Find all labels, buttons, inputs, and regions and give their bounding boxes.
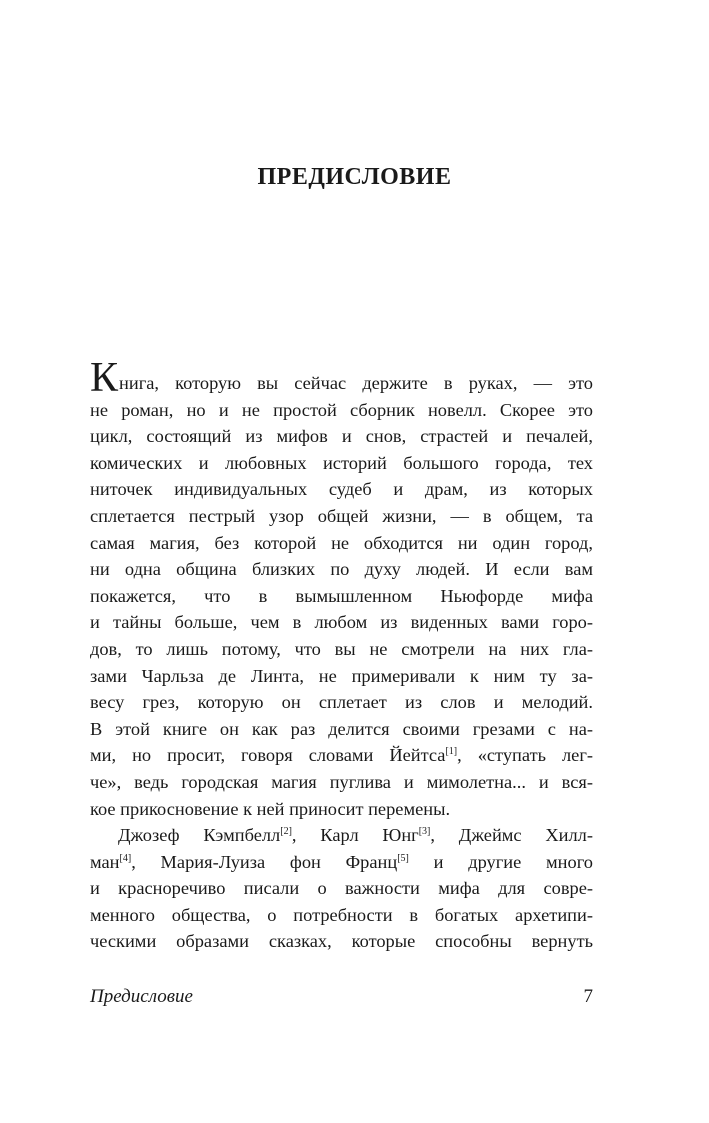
footnote-ref[interactable]: [4] [119, 852, 132, 864]
footnote-ref[interactable]: [2] [280, 826, 292, 838]
text-line: Джозеф Кэмпбелл[2], Карл Юнг[3], Джеймс Хилл- [118, 825, 593, 846]
text-line: не роман, но и не простой сборник новелл. Скорее это [90, 399, 593, 420]
text-line: и тайны больше, чем в любом из виденных вами горо- [90, 612, 593, 633]
text-line: ни одна община близких по духу людей. И если вам [90, 559, 593, 580]
text-line: комических и любовных историй большого города, тех [90, 452, 593, 473]
page-number: 7 [583, 986, 593, 1007]
text-line: сплетается пестрый узор общей жизни, — в общем, та [90, 505, 593, 526]
text-line: ческими образами сказках, которые способны вернуть [90, 931, 593, 952]
page-title: ПРЕДИСЛОВИЕ [257, 164, 452, 190]
text-line: самая магия, без которой не обходится ни один город, [90, 532, 593, 553]
text-line: менного общества, о потребности в богатых архетипи- [90, 904, 593, 925]
text-line: и красноречиво писали о важности мифа для совре- [90, 878, 593, 899]
text-line: дов, то лишь потому, что вы не смотрели на них гла- [90, 638, 593, 659]
drop-cap: К [90, 355, 119, 401]
text-line: весу грез, которую он сплетает из слов и мелодий. [90, 692, 593, 713]
footnote-ref[interactable]: [1] [445, 746, 458, 758]
text-line: ми, но просит, говоря словами Йейтса[1], «ступать лег- [90, 745, 593, 766]
text-line: В этой книге он как раз делится своими грезами с на- [90, 718, 593, 739]
footnote-ref[interactable]: [5] [397, 852, 409, 864]
footnote-ref[interactable]: [3] [418, 826, 431, 838]
running-title: Предисловие [90, 986, 193, 1007]
text-line: цикл, состоящий из мифов и снов, страстей и печалей, [90, 426, 593, 447]
text-line: покажется, что в вымышленном Ньюфорде мифа [90, 585, 593, 606]
text-line: ман[4], Мария-Луиза фон Франц[5] и другие много [90, 851, 593, 872]
text-line: ниточек индивидуальных судеб и драм, из которых [90, 479, 593, 500]
text-line: кое прикосновение к ней приносит перемены. [90, 798, 451, 819]
text-line: зами Чарльза де Линта, не примеривали к ним ту за- [90, 665, 593, 686]
body-text [90, 355, 593, 955]
text-line: Книга, которую вы сейчас держите в руках, — это [90, 355, 593, 401]
text-line: че», ведь городская магия пуглива и мимолетна... и вся- [90, 771, 593, 792]
